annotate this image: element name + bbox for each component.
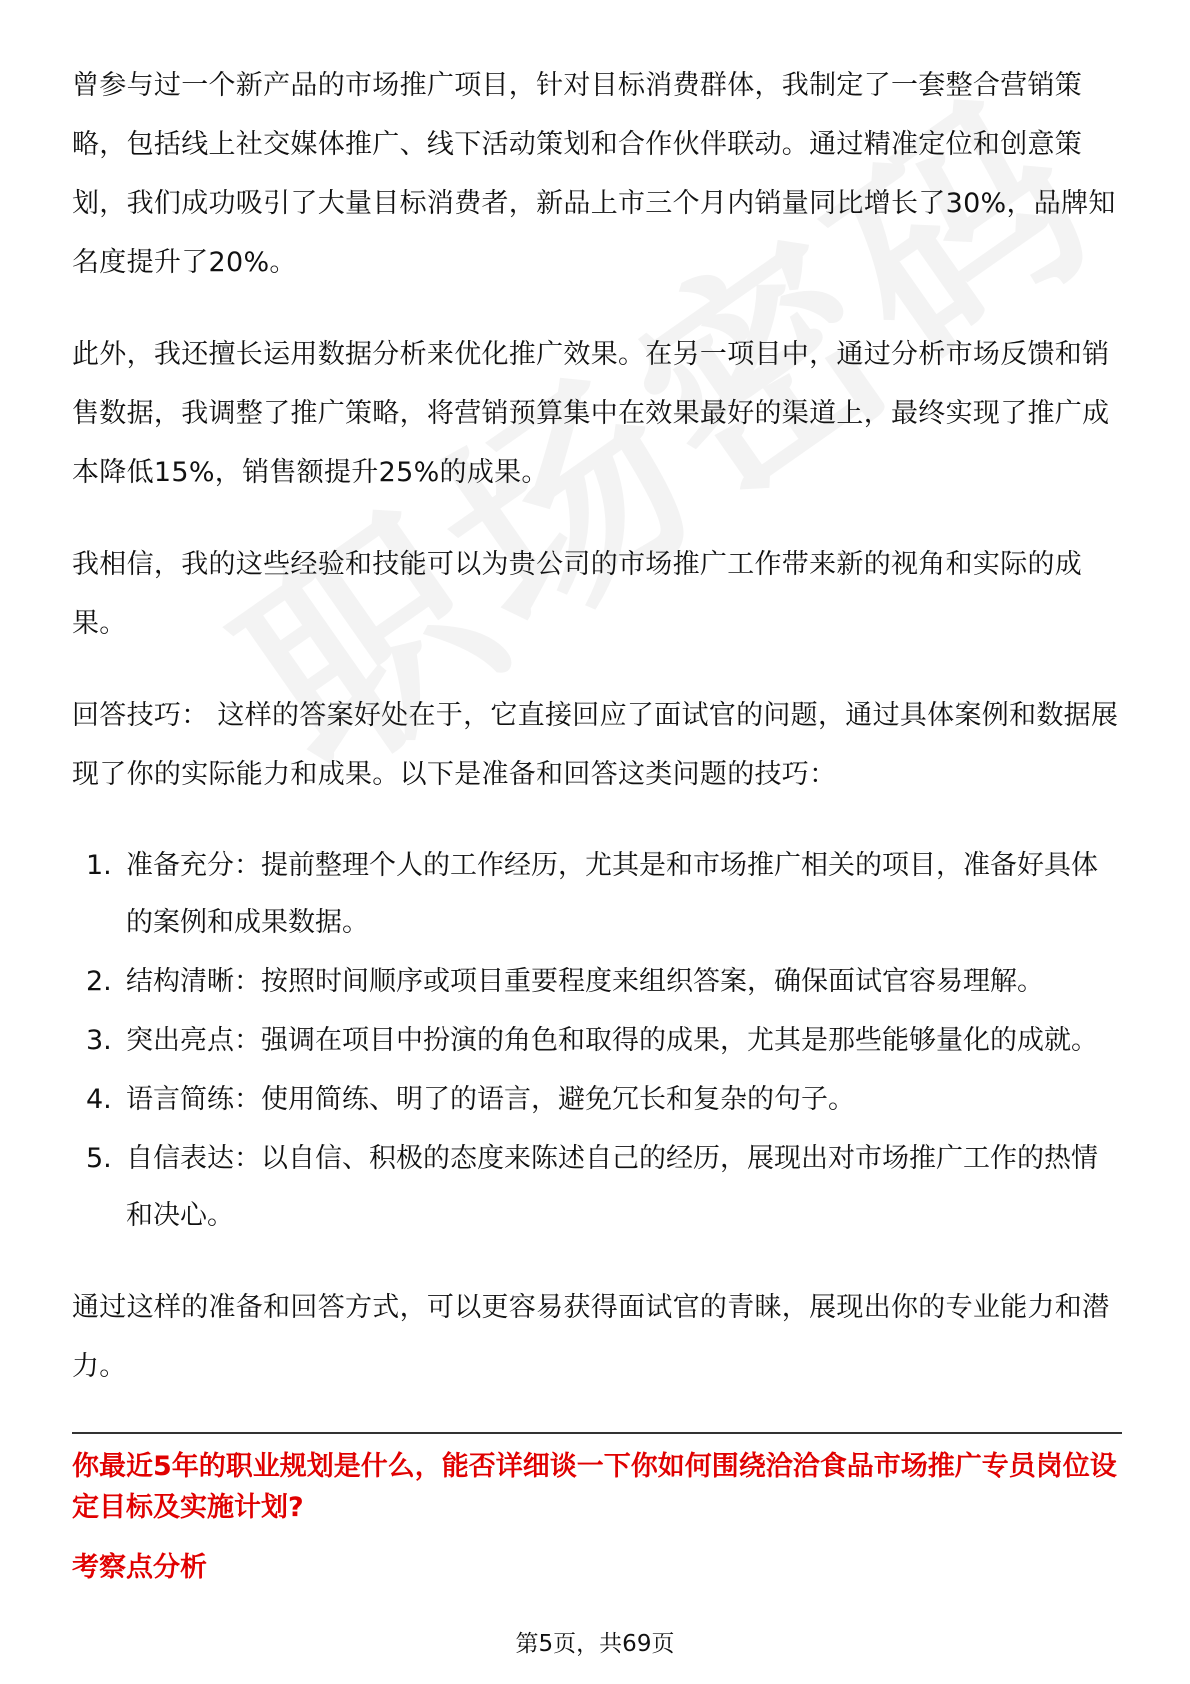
list-item [72,953,1122,1010]
paragraph-closing: 通过这样的准备和回答方式，可以更容易获得面试官的青睐，展现出你的专业能力和潜力。 [72,1292,1110,1382]
list-item-text: 语言简练：使用简练、明了的语言，避免冗长和复杂的句子。 [126,1084,855,1115]
list-item [72,837,1122,951]
analysis-subheading: 考察点分析 [72,1552,207,1583]
list-item-number: 4. [86,1084,112,1115]
paragraph-answer-tips: 回答技巧： 这样的答案好处在于，它直接回应了面试官的问题，通过具体案例和数据展现了你的实际能力和成果。以下是准备和回答这类问题的技巧： [72,700,1119,790]
list-item [72,1012,1122,1069]
document-body [72,56,1122,1588]
paragraph-project-experience: 曾参与过一个新产品的市场推广项目，针对目标消费群体，我制定了一套整合营销策略，包括线上社交媒体推广、线下活动策划和合作伙伴联动。通过精准定位和创意策划，我们成功吸引了大量目标消费者，新品上市三个月内销量同比增长了30%，品牌知名度提升了20%。 [72,70,1116,278]
list-item-number: 2. [86,966,112,997]
list-item-number: 1. [86,850,112,881]
section-divider [72,1432,1122,1434]
list-item-text: 突出亮点：强调在项目中扮演的角色和取得的成果，尤其是那些能够量化的成就。 [126,1025,1098,1056]
list-item-number: 5. [86,1143,112,1174]
paragraph-belief: 我相信，我的这些经验和技能可以为贵公司的市场推广工作带来新的视角和实际的成果。 [72,549,1083,639]
list-item-text: 准备充分：提前整理个人的工作经历，尤其是和市场推广相关的项目，准备好具体的案例和成果数据。 [126,850,1098,938]
tips-list [72,837,1122,1244]
list-item-text: 自信表达：以自信、积极的态度来陈述自己的经历，展现出对市场推广工作的热情和决心。 [126,1143,1098,1231]
list-item-text: 结构清晰：按照时间顺序或项目重要程度来组织答案，确保面试官容易理解。 [126,966,1044,997]
list-item-number: 3. [86,1025,112,1056]
paragraph-data-analysis: 此外，我还擅长运用数据分析来优化推广效果。在另一项目中，通过分析市场反馈和销售数据，我调整了推广策略，将营销预算集中在效果最好的渠道上，最终实现了推广成本降低15%，销售额提升25%的成果。 [72,339,1110,488]
page-number: 第5页，共69页 [515,1631,675,1657]
question-heading: 你最近5年的职业规划是什么，能否详细谈一下你如何围绕洽洽食品市场推广专员岗位设定目标及实施计划? [72,1451,1117,1523]
list-item [72,1071,1122,1128]
list-item [72,1130,1122,1244]
